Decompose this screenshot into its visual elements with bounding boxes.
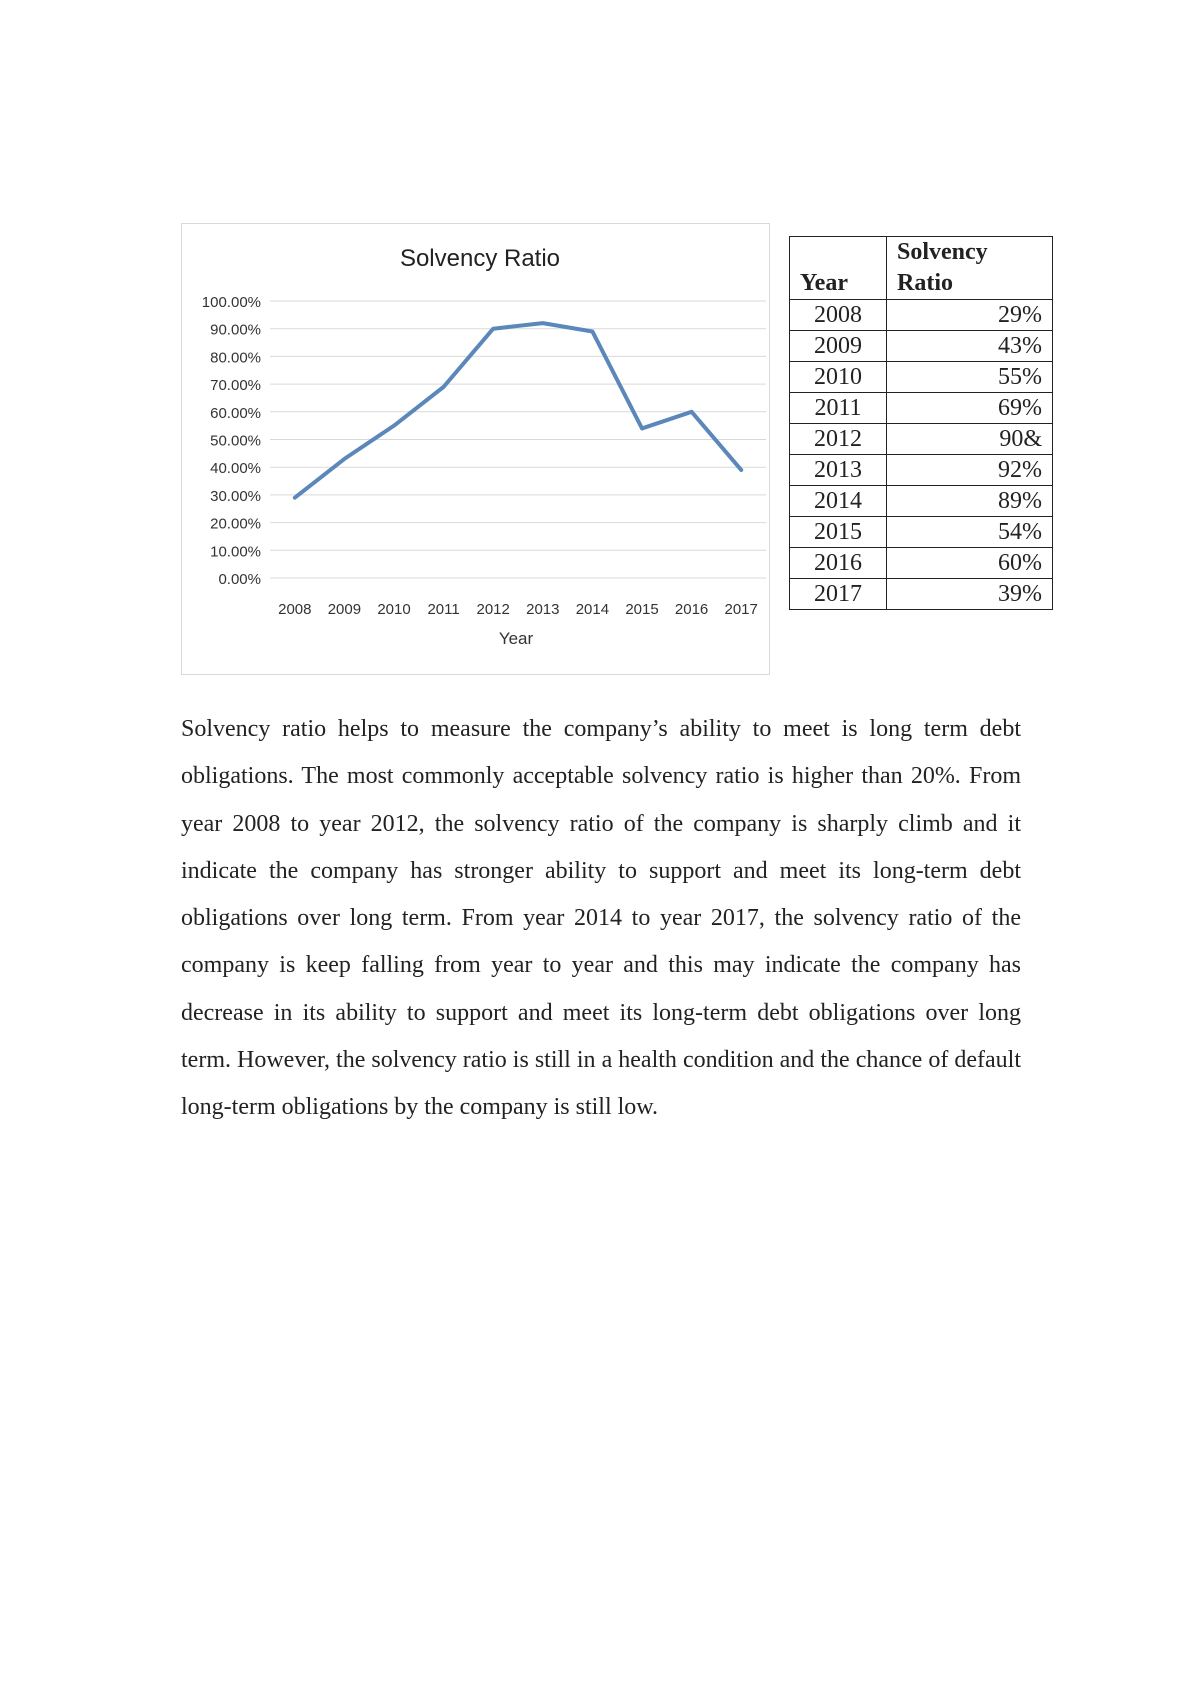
chart-x-tick-label: 2008 [278,601,312,618]
table-row [790,517,1053,548]
chart-series [295,323,741,498]
chart-gridlines [270,301,766,578]
table-cell-year: 2009 [790,331,887,362]
table-header-ratio-line1: Solvency [897,239,988,265]
chart-y-tick-label: 20.00% [210,515,261,533]
table-row [790,300,1053,331]
chart-y-tick-label: 60.00% [210,404,261,422]
chart-y-tick-label: 80.00% [210,349,261,367]
solvency-ratio-chart [181,223,770,675]
table-cell-ratio: 60% [887,548,1053,579]
table-header-year: Year [790,237,887,300]
table-cell-ratio: 69% [887,393,1053,424]
chart-x-tick-label: 2012 [476,601,510,618]
table-header-row [790,237,1053,300]
table-row [790,331,1053,362]
chart-y-tick-label: 50.00% [210,432,261,450]
table-cell-year: 2014 [790,486,887,517]
chart-x-tick-labels [278,601,758,618]
table-cell-ratio: 54% [887,517,1053,548]
table-cell-year: 2017 [790,579,887,610]
chart-x-tick-label: 2011 [427,601,460,618]
table-cell-year: 2012 [790,424,887,455]
table-cell-ratio: 92% [887,455,1053,486]
table-row [790,362,1053,393]
table-header-solvency-ratio [887,237,1053,300]
table-cell-ratio: 90& [887,424,1053,455]
chart-y-tick-label: 10.00% [210,543,261,561]
chart-y-tick-label: 30.00% [210,487,261,505]
chart-y-tick-label: 70.00% [210,377,261,395]
table-cell-ratio: 39% [887,579,1053,610]
chart-y-tick-label: 0.00% [218,571,261,588]
table-cell-year: 2011 [790,393,887,424]
chart-y-tick-labels [202,294,261,588]
table-row [790,548,1053,579]
chart-x-tick-label: 2009 [327,601,362,618]
table-row [790,486,1053,517]
table-cell-year: 2013 [790,455,887,486]
table-cell-year: 2015 [790,517,887,548]
table-row [790,393,1053,424]
chart-x-axis-label: Year [498,629,534,648]
body-paragraph: Solvency ratio helps to measure the company’s ability to meet is long term debt obligations. The most commonly acceptable solvency ratio is higher than 20%. From year 2008 to year 2012, the solvency ratio of the company is sharply climb and it indicate the company has stronger ability to support and meet its long-term debt obligations over long term. From year 2014 to year 2017, the solvency ratio of the company is keep falling from year to year and this may indicate the company has decrease in its ability to support and meet its long-term debt obligations over long term. However, the solvency ratio is still in a health condition and the chance of default long-term obligations by the company is still low. [181,716,1021,1121]
chart-x-tick-label: 2013 [526,601,560,618]
chart-series-line [295,323,741,498]
table-row [790,579,1053,610]
table-cell-year: 2016 [790,548,887,579]
table-row [790,424,1053,455]
solvency-ratio-table [789,236,1053,610]
table-header-ratio-line2: Ratio [897,270,953,296]
table-row [790,455,1053,486]
chart-x-tick-label: 2010 [377,601,411,618]
chart-x-tick-label: 2014 [575,601,610,618]
table-cell-ratio: 43% [887,331,1053,362]
chart-y-tick-label: 90.00% [210,321,261,339]
chart-x-tick-label: 2017 [724,601,758,618]
chart-y-tick-label: 40.00% [210,460,261,478]
table-cell-year: 2008 [790,300,887,331]
table-cell-ratio: 55% [887,362,1053,393]
table-cell-year: 2010 [790,362,887,393]
chart-x-tick-label: 2016 [674,601,709,618]
table-cell-ratio: 89% [887,486,1053,517]
chart-title: Solvency Ratio [399,245,561,272]
chart-x-tick-label: 2015 [625,601,659,618]
chart-svg [182,224,771,676]
chart-y-tick-label: 100.00% [201,294,261,311]
table-cell-ratio: 29% [887,300,1053,331]
